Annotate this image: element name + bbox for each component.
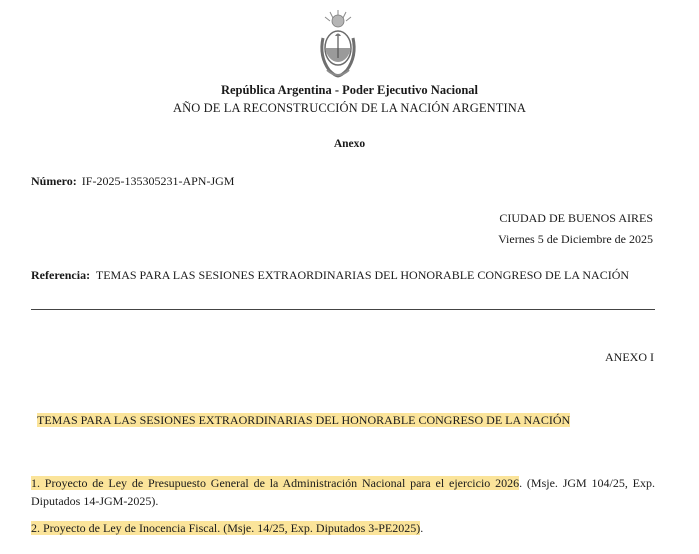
- header-government: República Argentina - Poder Ejecutivo Nacional: [220, 83, 479, 97]
- document-city: CIUDAD DE BUENOS AIRES: [499, 211, 653, 225]
- header-year-motto: AÑO DE LA RECONSTRUCCIÓN DE LA NACIÓN ARGENTINA: [173, 101, 526, 115]
- annex-heading-text: TEMAS PARA LAS SESIONES EXTRAORDINARIAS DEL HONORABLE CONGRESO DE LA NACIÓN: [37, 413, 571, 427]
- annex-heading: [37, 413, 570, 428]
- numero-value: IF-2025-135305231-APN-JGM: [81, 174, 235, 188]
- numero-label: Número:: [31, 174, 77, 188]
- list-item-highlighted: 1. Proyecto de Ley de Presupuesto General de la Administración Nacional para el ejercicio 2026: [31, 476, 520, 490]
- list-item-rest: .: [420, 521, 424, 535]
- list-item: [31, 474, 655, 510]
- list-item-rest: . (Msje. JGM 104/25, Exp. Diputados 14-JGM-2025).: [31, 476, 655, 508]
- divider: [31, 309, 655, 310]
- coat-of-arms-icon: [317, 8, 359, 82]
- annex-label: ANEXO I: [605, 350, 654, 364]
- reference-label: Referencia:: [31, 268, 91, 282]
- list-item-highlighted: 2. Proyecto de Ley de Inocencia Fiscal. (Msje. 14/25, Exp. Diputados 3-PE2025): [31, 521, 421, 535]
- document-date: Viernes 5 de Diciembre de 2025: [498, 232, 653, 246]
- document-title: Anexo: [333, 138, 366, 150]
- list-item: [31, 521, 423, 536]
- reference: [31, 266, 655, 285]
- document-number: [31, 174, 234, 189]
- reference-text: TEMAS PARA LAS SESIONES EXTRAORDINARIAS DEL HONORABLE CONGRESO DE LA NACIÓN: [95, 268, 630, 282]
